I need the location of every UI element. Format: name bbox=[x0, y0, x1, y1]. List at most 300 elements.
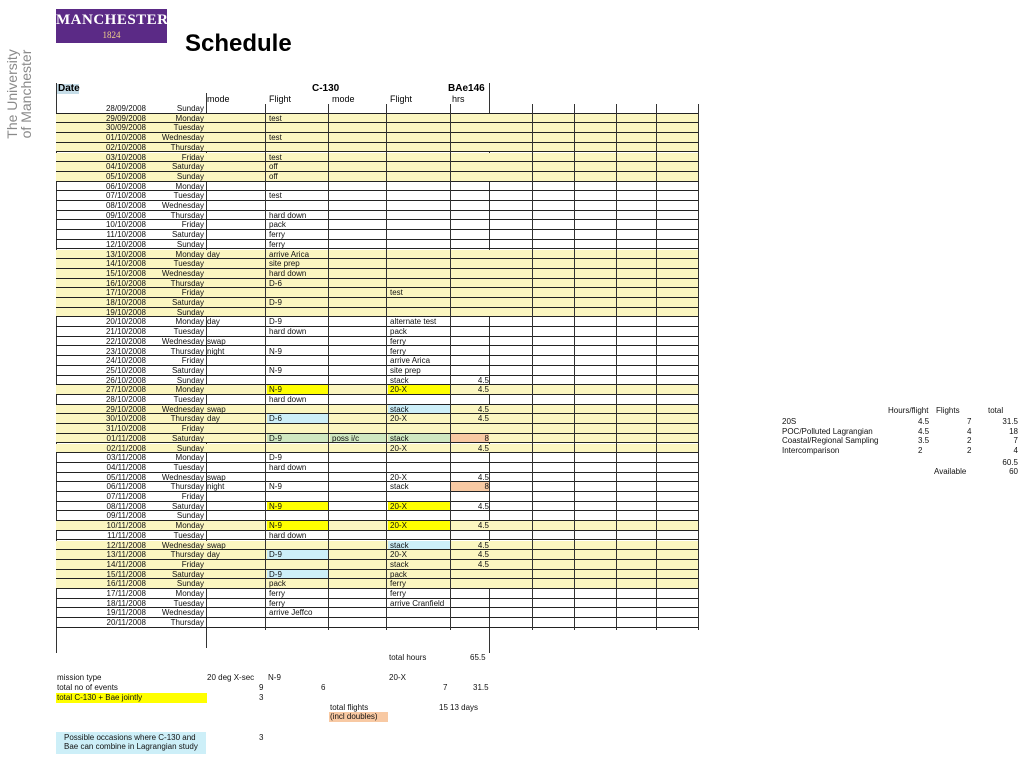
cell-bmode bbox=[330, 492, 386, 501]
summary-header-total: total bbox=[988, 406, 1004, 415]
cell-date: 04/11/2008 bbox=[106, 462, 146, 472]
table-row bbox=[56, 511, 698, 521]
cell-cmode bbox=[207, 502, 265, 511]
cell-cmode bbox=[207, 579, 265, 588]
cell-bmode bbox=[330, 104, 386, 113]
cell-bmode bbox=[330, 599, 386, 608]
table-row bbox=[56, 240, 698, 250]
cell-date: 10/11/2008 bbox=[106, 521, 146, 530]
cell-bfl: 20-X bbox=[388, 521, 450, 530]
cell-bmode bbox=[330, 220, 386, 229]
cell-date: 10/10/2008 bbox=[105, 220, 146, 230]
cell-day: Sunday bbox=[176, 579, 204, 588]
cell-hrs bbox=[451, 356, 489, 365]
cell-cmode bbox=[207, 570, 265, 579]
cell-hrs bbox=[451, 589, 489, 598]
table-row bbox=[56, 259, 698, 269]
cell-cfl: N-9 bbox=[267, 385, 329, 394]
cell-cmode bbox=[207, 153, 265, 162]
cell-cmode bbox=[207, 114, 265, 123]
table-row bbox=[56, 230, 698, 240]
cell-cmode bbox=[207, 424, 265, 433]
cell-date: 06/11/2008 bbox=[106, 482, 146, 491]
table-row bbox=[56, 482, 698, 492]
cell-bfl bbox=[388, 104, 450, 113]
cell-bmode bbox=[330, 240, 386, 249]
cell-date: 13/10/2008 bbox=[105, 249, 146, 259]
cell-bfl: ferry bbox=[390, 346, 406, 356]
cell-day: Friday bbox=[181, 356, 204, 365]
table-row bbox=[56, 424, 698, 434]
cell-day: Tuesday bbox=[173, 123, 204, 133]
cell-bfl bbox=[388, 240, 450, 249]
cell-day: Thursday bbox=[170, 550, 204, 559]
cell-bmode bbox=[330, 482, 386, 491]
cell-cmode: swap bbox=[207, 472, 226, 482]
summary-available-value: 60 bbox=[1009, 467, 1018, 476]
table-row bbox=[56, 182, 698, 192]
cell-cfl: ferry bbox=[269, 589, 285, 598]
cell-cfl: arrive Arica bbox=[269, 249, 310, 259]
cell-bfl: 20-X bbox=[388, 385, 450, 394]
cell-bmode bbox=[330, 541, 386, 550]
cell-bfl: stack bbox=[390, 559, 409, 569]
cell-cfl bbox=[267, 541, 329, 550]
cell-cfl bbox=[267, 308, 329, 317]
cell-bmode bbox=[330, 550, 386, 559]
cell-bfl: 20-X bbox=[390, 414, 407, 424]
cell-day: Tuesday bbox=[173, 191, 204, 200]
cell-day: Tuesday bbox=[173, 327, 204, 336]
cell-day: Tuesday bbox=[173, 395, 204, 404]
cell-cmode bbox=[207, 104, 265, 113]
cell-bfl: 20-X bbox=[390, 472, 407, 482]
cell-hrs bbox=[451, 230, 489, 239]
cell-hrs bbox=[451, 308, 489, 317]
table-row bbox=[56, 201, 698, 211]
cell-bmode bbox=[330, 521, 386, 530]
cell-cmode bbox=[207, 182, 265, 191]
cell-bfl bbox=[388, 182, 450, 191]
cell-hrs bbox=[451, 162, 489, 171]
table-row bbox=[56, 133, 698, 143]
cell-bmode bbox=[330, 259, 386, 268]
cell-cfl: ferry bbox=[269, 598, 285, 608]
cell-hrs bbox=[451, 269, 489, 278]
cell-bfl bbox=[388, 172, 450, 181]
cell-hrs: 4.5 bbox=[477, 559, 489, 569]
cell-bfl bbox=[388, 143, 450, 152]
table-row bbox=[56, 492, 698, 502]
summary-sum-total: 60.5 bbox=[1002, 458, 1018, 467]
joint-total-value: 3 bbox=[259, 693, 264, 702]
cell-date: 03/10/2008 bbox=[105, 152, 146, 162]
table-row bbox=[56, 279, 698, 289]
cell-day: Wednesday bbox=[161, 472, 204, 482]
vertical-text-1: The University bbox=[4, 49, 20, 139]
cell-date: 23/10/2008 bbox=[105, 346, 146, 356]
cell-bfl bbox=[388, 153, 450, 162]
header-date: Date bbox=[58, 83, 80, 94]
cell-date: 18/11/2008 bbox=[106, 598, 146, 608]
cell-cfl: D-9 bbox=[269, 453, 282, 462]
cell-cmode bbox=[207, 191, 265, 200]
cell-bfl: pack bbox=[390, 327, 407, 336]
cell-date: 09/10/2008 bbox=[105, 210, 146, 220]
cell-day: Saturday bbox=[171, 569, 204, 579]
cell-hrs bbox=[451, 123, 489, 132]
table-row bbox=[56, 618, 698, 628]
cell-day: Saturday bbox=[171, 501, 204, 511]
cell-cmode bbox=[207, 453, 265, 462]
cell-bfl bbox=[388, 259, 450, 268]
cell-cfl: site prep bbox=[269, 259, 300, 268]
table-row bbox=[56, 317, 698, 327]
cell-day: Thursday bbox=[170, 346, 204, 356]
cell-hrs bbox=[451, 259, 489, 268]
cell-day: Wednesday bbox=[161, 404, 204, 414]
total-days-value: 13 days bbox=[450, 703, 479, 712]
cell-bmode bbox=[330, 250, 386, 259]
cell-cmode bbox=[207, 143, 265, 152]
cell-cmode bbox=[207, 434, 265, 443]
cell-cmode: swap bbox=[207, 404, 226, 414]
cell-day: Wednesday bbox=[161, 540, 204, 550]
cell-bfl bbox=[388, 133, 450, 142]
cell-cfl: off bbox=[269, 162, 278, 171]
cell-cfl bbox=[267, 104, 329, 113]
cell-bmode bbox=[330, 153, 386, 162]
summary-name: 20S bbox=[782, 417, 797, 426]
cell-day: Thursday bbox=[170, 618, 204, 627]
cell-date: 21/10/2008 bbox=[105, 327, 146, 336]
cell-day: Sunday bbox=[176, 511, 204, 521]
cell-cmode bbox=[207, 395, 265, 404]
table-row bbox=[56, 434, 698, 444]
cell-bmode bbox=[330, 395, 386, 404]
table-row bbox=[56, 308, 698, 318]
cell-cmode bbox=[207, 220, 265, 229]
cell-cfl bbox=[267, 376, 329, 385]
cell-hrs bbox=[451, 327, 489, 336]
table-row bbox=[56, 114, 698, 124]
cell-hrs bbox=[451, 114, 489, 123]
cell-day: Sunday bbox=[176, 443, 204, 453]
logo-year: 1824 bbox=[102, 30, 121, 40]
cell-hrs bbox=[451, 279, 489, 288]
total-events-3: 7 bbox=[443, 683, 448, 692]
cell-bmode bbox=[330, 579, 386, 588]
summary-hpf: 2 bbox=[918, 445, 923, 455]
cell-bmode bbox=[330, 279, 386, 288]
cell-day: Sunday bbox=[176, 104, 204, 113]
cell-cfl bbox=[267, 618, 329, 627]
table-row bbox=[56, 599, 698, 609]
cell-cfl: D-9 bbox=[267, 570, 329, 579]
cell-date: 14/10/2008 bbox=[105, 259, 146, 268]
cell-hrs bbox=[451, 511, 489, 520]
joint-total-label: total C-130 + Bae jointly bbox=[56, 693, 207, 703]
cell-cfl: hard down bbox=[269, 395, 307, 404]
cell-day: Friday bbox=[181, 424, 204, 433]
cell-bmode bbox=[330, 327, 386, 336]
mission-bae-value: 20-X bbox=[389, 673, 406, 682]
cell-cfl: test bbox=[269, 152, 282, 162]
cell-cmode bbox=[207, 298, 265, 307]
cell-bfl bbox=[388, 453, 450, 462]
cell-date: 02/11/2008 bbox=[106, 443, 146, 453]
cell-bfl: alternate test bbox=[390, 317, 437, 327]
cell-day: Monday bbox=[175, 521, 204, 530]
cell-bfl bbox=[388, 279, 450, 288]
cell-day: Tuesday bbox=[173, 530, 204, 540]
cell-cmode bbox=[207, 211, 265, 220]
table-row bbox=[56, 123, 698, 133]
cell-cmode bbox=[207, 201, 265, 210]
cell-cmode bbox=[207, 356, 265, 365]
cell-day: Wednesday bbox=[161, 608, 204, 618]
cell-cfl: D-9 bbox=[267, 434, 329, 443]
cell-date: 30/09/2008 bbox=[105, 123, 146, 133]
cell-cmode bbox=[207, 133, 265, 142]
cell-cmode bbox=[207, 172, 265, 181]
total-events-4: 31.5 bbox=[473, 683, 489, 692]
combine-line-1: Possible occasions where C-130 and bbox=[64, 733, 196, 742]
cell-cmode: day bbox=[207, 249, 220, 259]
cell-cmode bbox=[207, 385, 265, 394]
table-row bbox=[56, 366, 698, 376]
cell-day: Thursday bbox=[170, 482, 204, 491]
cell-cfl: test bbox=[269, 191, 282, 200]
incl-doubles-note: (incl doubles) bbox=[329, 712, 388, 722]
cell-day: Saturday bbox=[171, 230, 204, 239]
total-flights-label: total flights bbox=[330, 703, 369, 712]
grid-line bbox=[616, 104, 617, 630]
cell-hrs bbox=[451, 395, 489, 404]
cell-cfl: hard down bbox=[269, 268, 307, 278]
summary-name: Intercomparison bbox=[782, 445, 840, 455]
cell-day: Monday bbox=[175, 181, 204, 191]
table-row bbox=[56, 395, 698, 405]
cell-bfl bbox=[388, 308, 450, 317]
cell-day: Wednesday bbox=[161, 201, 204, 210]
cell-cmode bbox=[207, 288, 265, 297]
cell-cfl: D-9 bbox=[269, 298, 282, 307]
cell-day: Saturday bbox=[171, 162, 204, 171]
cell-cmode bbox=[207, 560, 265, 569]
cell-date: 17/11/2008 bbox=[106, 589, 146, 598]
cell-hrs: 4.5 bbox=[477, 540, 489, 550]
logo-wordmark: MANCHESTER bbox=[56, 12, 169, 28]
cell-bfl: ferry bbox=[390, 336, 406, 346]
cell-day: Thursday bbox=[170, 278, 204, 288]
cell-cfl: hard down bbox=[269, 210, 307, 220]
table-row bbox=[56, 211, 698, 221]
cell-date: 29/10/2008 bbox=[105, 404, 146, 414]
cell-bfl: stack bbox=[388, 541, 450, 550]
grid-line bbox=[328, 104, 329, 630]
table-row bbox=[56, 405, 698, 415]
cell-cfl bbox=[267, 405, 329, 414]
table-row bbox=[56, 191, 698, 201]
cell-day: Monday bbox=[175, 453, 204, 462]
table-row bbox=[56, 463, 698, 473]
cell-cmode bbox=[207, 327, 265, 336]
table-row bbox=[56, 570, 698, 580]
cell-cmode bbox=[207, 521, 265, 530]
cell-cmode bbox=[207, 511, 265, 520]
cell-bfl bbox=[388, 511, 450, 520]
cell-cfl: pack bbox=[269, 220, 286, 230]
cell-hrs: 4.5 bbox=[477, 550, 489, 559]
cell-hrs bbox=[451, 240, 489, 249]
cell-cmode bbox=[207, 259, 265, 268]
cell-bfl bbox=[388, 191, 450, 200]
cell-bmode bbox=[330, 182, 386, 191]
cell-bfl bbox=[388, 531, 450, 540]
summary-available-label: Available bbox=[934, 467, 967, 476]
cell-bmode bbox=[330, 317, 386, 326]
summary-total: 4 bbox=[1013, 445, 1018, 455]
cell-bfl bbox=[388, 123, 450, 132]
cell-date: 18/10/2008 bbox=[105, 298, 146, 307]
cell-hrs bbox=[451, 250, 489, 259]
cell-date: 29/09/2008 bbox=[105, 113, 146, 123]
cell-cfl bbox=[267, 143, 329, 152]
cell-hrs: 4.5 bbox=[477, 521, 489, 530]
table-row bbox=[56, 288, 698, 298]
cell-cfl: N-9 bbox=[269, 365, 282, 375]
cell-day: Thursday bbox=[170, 142, 204, 152]
cell-day: Sunday bbox=[176, 375, 204, 385]
cell-hrs bbox=[451, 172, 489, 181]
summary-flights: 7 bbox=[967, 417, 972, 426]
cell-day: Friday bbox=[181, 559, 204, 569]
total-hours-value: 65.5 bbox=[470, 653, 486, 662]
cell-bmode bbox=[330, 308, 386, 317]
cell-bmode bbox=[330, 269, 386, 278]
cell-hrs bbox=[451, 347, 489, 356]
cell-cfl: N-9 bbox=[269, 346, 282, 356]
cell-bfl bbox=[388, 424, 450, 433]
cell-date: 12/11/2008 bbox=[106, 540, 146, 550]
cell-day: Thursday bbox=[170, 210, 204, 220]
cell-bmode bbox=[330, 444, 386, 453]
cell-bmode bbox=[330, 414, 386, 423]
cell-cmode bbox=[207, 599, 265, 608]
cell-bfl: stack bbox=[390, 375, 409, 385]
cell-bmode bbox=[330, 123, 386, 132]
table-row bbox=[56, 356, 698, 366]
cell-cfl bbox=[267, 492, 329, 501]
cell-day: Thursday bbox=[170, 414, 204, 424]
summary-name: POC/Polluted Lagrangian bbox=[782, 426, 873, 436]
cell-bmode bbox=[330, 502, 386, 511]
summary-header-hours-per-flight: Hours/flight bbox=[888, 406, 929, 415]
cell-day: Tuesday bbox=[173, 462, 204, 472]
grid-line bbox=[656, 104, 657, 630]
cell-bmode bbox=[330, 172, 386, 181]
cell-cfl: hard down bbox=[269, 327, 307, 336]
cell-hrs: 4.5 bbox=[477, 404, 489, 414]
cell-bmode bbox=[330, 453, 386, 462]
cell-bfl: arrive Cranfield bbox=[390, 598, 445, 608]
total-events-2: 6 bbox=[321, 683, 326, 692]
cell-day: Saturday bbox=[171, 298, 204, 307]
cell-bmode bbox=[330, 531, 386, 540]
cell-bmode bbox=[330, 511, 386, 520]
cell-bfl bbox=[388, 298, 450, 307]
cell-date: 31/10/2008 bbox=[105, 424, 146, 433]
cell-bmode bbox=[330, 211, 386, 220]
cell-hrs bbox=[451, 153, 489, 162]
cell-cmode: day bbox=[207, 317, 220, 327]
cell-cfl: test bbox=[269, 133, 282, 142]
cell-cmode bbox=[207, 366, 265, 375]
cell-cfl bbox=[267, 182, 329, 191]
cell-bmode bbox=[330, 463, 386, 472]
cell-cfl bbox=[267, 424, 329, 433]
cell-cfl: hard down bbox=[269, 462, 307, 472]
table-row bbox=[56, 376, 698, 386]
table-row bbox=[56, 269, 698, 279]
cell-bmode bbox=[330, 337, 386, 346]
page-title: Schedule bbox=[185, 30, 292, 57]
cell-day: Sunday bbox=[176, 239, 204, 249]
cell-cmode: swap bbox=[207, 336, 226, 346]
cell-cmode bbox=[207, 444, 265, 453]
cell-cfl: arrive Jeffco bbox=[269, 608, 313, 618]
cell-hrs bbox=[451, 201, 489, 210]
cell-bfl bbox=[388, 211, 450, 220]
cell-date: 19/11/2008 bbox=[106, 608, 146, 618]
table-row bbox=[56, 298, 698, 308]
cell-cfl bbox=[267, 337, 329, 346]
table-row bbox=[56, 327, 698, 337]
cell-cmode bbox=[207, 279, 265, 288]
cell-date: 11/10/2008 bbox=[106, 230, 146, 239]
cell-cfl: N-9 bbox=[267, 521, 329, 530]
cell-day: Sunday bbox=[176, 171, 204, 181]
cell-hrs bbox=[451, 298, 489, 307]
cell-bfl: 20-X bbox=[390, 443, 407, 453]
cell-bfl: arrive Arica bbox=[390, 356, 431, 365]
cell-cmode bbox=[207, 463, 265, 472]
cell-day: Friday bbox=[181, 152, 204, 162]
mission-c130-value-2: N-9 bbox=[268, 673, 281, 682]
cell-bmode bbox=[330, 385, 386, 394]
cell-date: 19/10/2008 bbox=[105, 307, 146, 317]
cell-hrs bbox=[451, 618, 489, 627]
cell-cfl: ferry bbox=[269, 239, 285, 249]
cell-hrs bbox=[451, 143, 489, 152]
cell-date: 15/10/2008 bbox=[105, 268, 146, 278]
header-bae-mode: mode bbox=[332, 94, 355, 104]
cell-cmode bbox=[207, 162, 265, 171]
cell-date: 14/11/2008 bbox=[106, 559, 146, 569]
cell-bfl: test bbox=[390, 288, 403, 297]
table-row bbox=[56, 250, 698, 260]
table-row bbox=[56, 104, 698, 114]
cell-hrs: 4.5 bbox=[477, 443, 489, 453]
table-row bbox=[56, 220, 698, 230]
cell-day: Saturday bbox=[171, 433, 204, 443]
cell-hrs: 4.5 bbox=[477, 472, 489, 482]
table-row bbox=[56, 385, 698, 395]
cell-hrs bbox=[451, 608, 489, 617]
header-c130-mode: mode bbox=[207, 94, 230, 104]
summary-name: Coastal/Regional Sampling bbox=[782, 436, 879, 445]
